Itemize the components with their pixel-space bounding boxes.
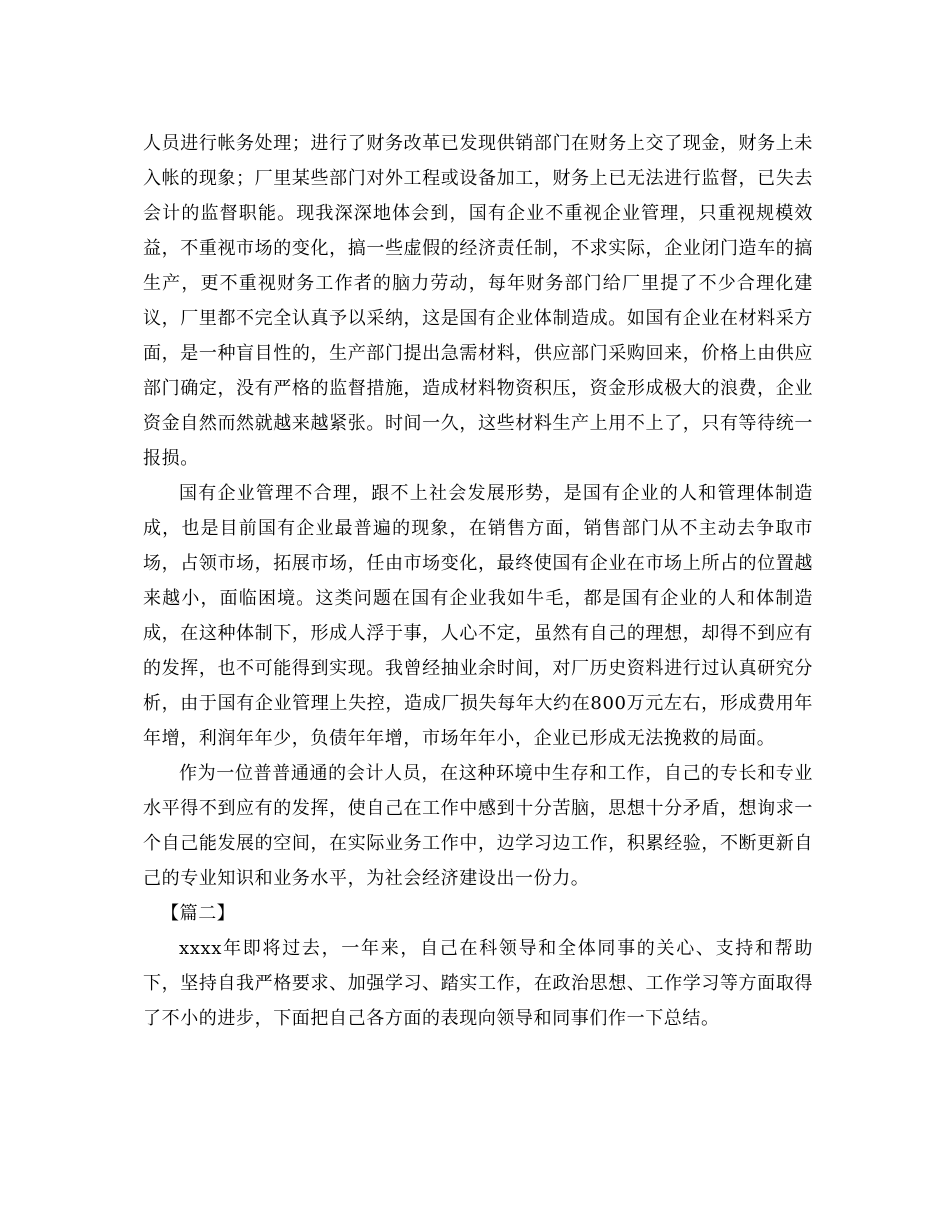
paragraph-accountant: 作为一位普普通通的会计人员，在这种环境中生存和工作，自己的专长和专业水平得不到应有的发挥，使自己在工作中感到十分苦脑，思想十分矛盾，想询求一个自己能发展的空间，在实际业务工作中，边学习边工作，积累经验，不断更新自己的专业知识和业务水平，为社会经济建设出一份力。 [143, 763, 813, 889]
paragraph-summary-intro: xxxx年即将过去，一年来，自己在科领导和全体同事的关心、支持和帮助下，坚持自我严格要求、加强学习、踏实工作，在政治思想、工作学习等方面取得了不小的进步，下面把自己各方面的表现向领导和同事们作一下总结。 [143, 938, 813, 1029]
document-body [143, 126, 813, 1036]
section-heading: 【篇二】 [161, 903, 236, 924]
paragraph-management: 国有企业管理不合理，跟不上社会发展形势，是国有企业的人和管理体制造成，也是目前国有企业最普遍的现象，在销售方面，销售部门从不主动去争取市场，占领市场，拓展市场，任由市场变化，最终使国有企业在市场上所占的位置越来越小，面临困境。这类问题在国有企业我如牛毛，都是国有企业的人和体制造成，在这种体制下，形成人浮于事，人心不定，虽然有自己的理想，却得不到应有的发挥，也不可能得到实现。我曾经抽业余时间，对厂历史资料进行过认真研究分析，由于国有企业管理上失控，造成厂损失每年大约在800万元左右，形成费用年年增，利润年年少，负债年年增，市场年年小，企业已形成无法挽救的局面。 [143, 483, 813, 749]
paragraph-continued: 人员进行帐务处理；进行了财务改革已发现供销部门在财务上交了现金，财务上未入帐的现象；厂里某些部门对外工程或设备加工，财务上已无法进行监督，已失去会计的监督职能。现我深深地体会到，国有企业不重视企业管理，只重视规模效益，不重视市场的变化，搞一些虚假的经济责任制，不求实际，企业闭门造车的搞生产，更不重视财务工作者的脑力劳动，每年财务部门给厂里提了不少合理化建议，厂里都不完全认真予以采纳，这是国有企业体制造成。如国有企业在材料采方面，是一种盲目性的，生产部门提出急需材料，供应部门采购回来，价格上由供应部门确定，没有严格的监督措施，造成材料物资积压，资金形成极大的浪费，企业资金自然而然就越来越紧张。时间一久，这些材料生产上用不上了，只有等待统一报损。 [143, 133, 813, 469]
